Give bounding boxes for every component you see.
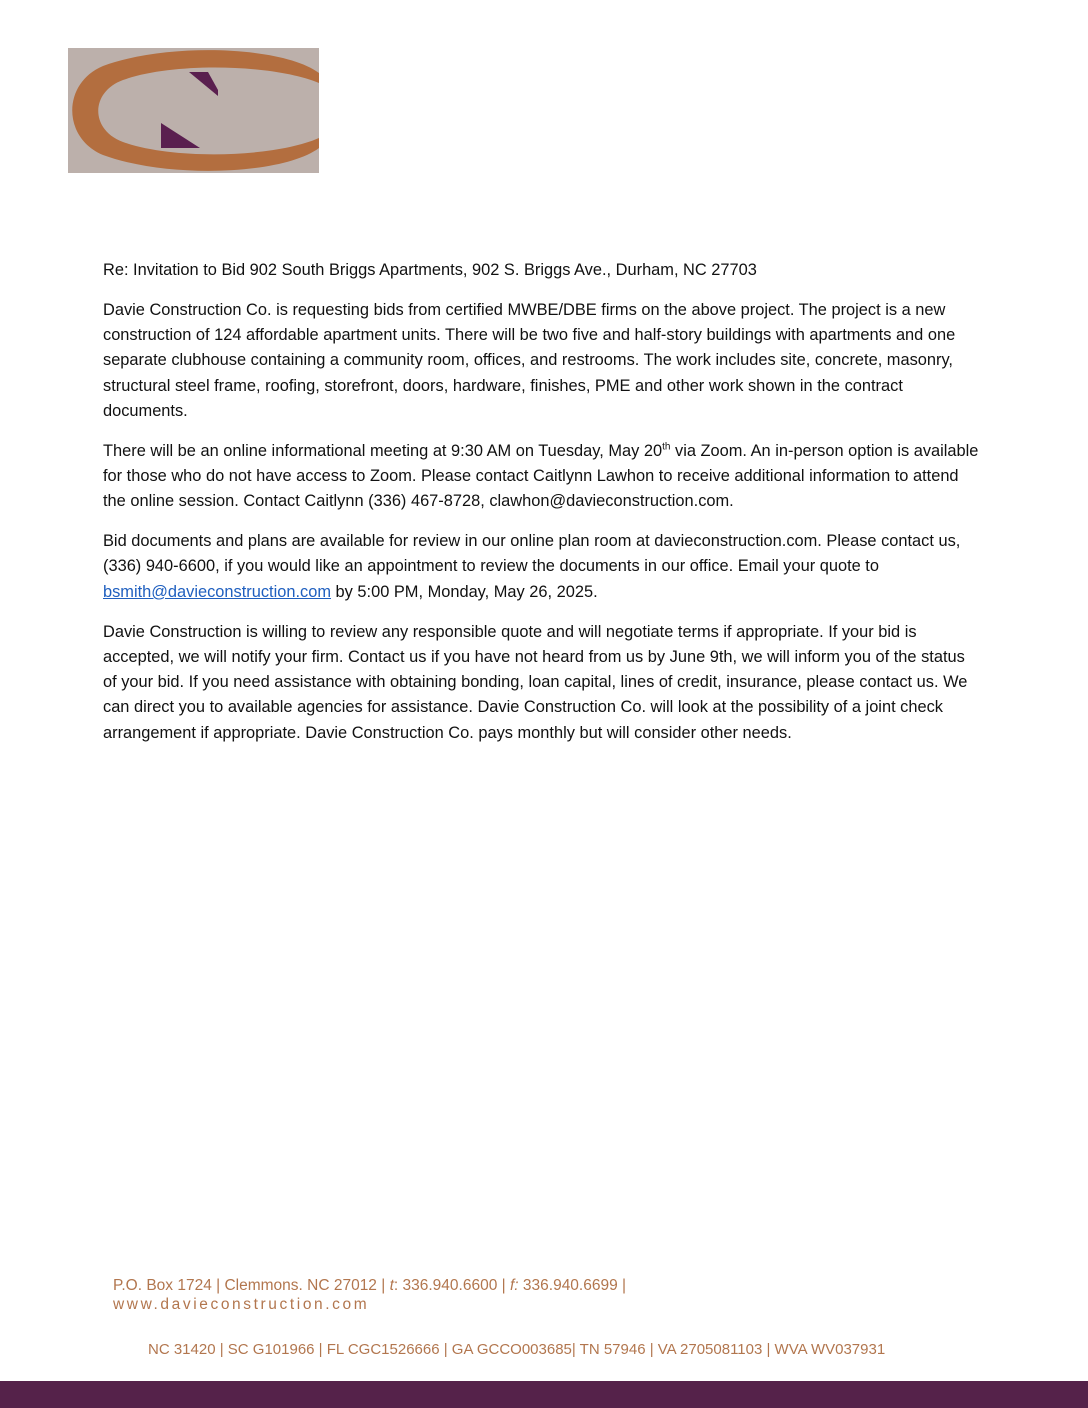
meeting-text-end: via Zoom. An in-person option is available for those who do not have access to Zoom. Please contact Caitlynn Lawhon to receive additional information to attend the online session. Contact Caitlynn (336) 467-8728, clawhon@davieconstruction.com. bbox=[103, 441, 979, 511]
subject-line: Re: Invitation to Bid 902 South Briggs Apartments, 902 S. Briggs Ave., Durham, NC 27703 bbox=[103, 261, 757, 279]
bid-documents-text-start: Bid documents and plans are available for review in our online plan room at davieconstruction.com. Please contact us, (336) 940-6600, if you would like an appointment to review the documents in our office. Email your quote to bbox=[103, 532, 961, 576]
letter-body bbox=[103, 258, 983, 761]
fax-label: f: bbox=[509, 1277, 519, 1294]
footer-address-line bbox=[113, 1276, 813, 1295]
footer-address: P.O. Box 1724 | Clemmons. NC 27012 | bbox=[113, 1277, 390, 1294]
paragraph-review-terms: Davie Construction is willing to review any responsible quote and will negotiate terms if appropriate. If your bid is accepted, we will notify your firm. Contact us if you have not heard from us by June 9th, we will inform you of the status of your bid. If you need assistance with obtaining bonding, loan capital, lines of credit, insurance, please contact us. We can direct you to available agencies for assistance. Davie Construction Co. will look at the possibility of a joint check arrangement if appropriate. Davie Construction Co. pays monthly but will consider other needs. bbox=[103, 622, 968, 742]
email-link[interactable]: bsmith@davieconstruction.com bbox=[103, 582, 331, 601]
fax-number: 336.940.6699 | bbox=[518, 1277, 627, 1294]
footer-address-block bbox=[113, 1276, 813, 1314]
meeting-text-start: There will be an online informational meeting at 9:30 AM on Tuesday, May 20 bbox=[103, 441, 663, 460]
paragraph-project-description: Davie Construction Co. is requesting bids from certified MWBE/DBE firms on the above project. The project is a new construction of 124 affordable apartment units. There will be two five and half-story buildings with apartments and one separate clubhouse containing a community room, offices, and restrooms. The work includes site, concrete, masonry, structural steel frame, roofing, storefront, doors, hardware, finishes, PME and other work shown in the contract documents. bbox=[103, 300, 956, 420]
footer-color-band bbox=[0, 1381, 1088, 1408]
phone-number: : 336.940.6600 | bbox=[393, 1277, 510, 1294]
company-logo-icon bbox=[68, 48, 319, 173]
paragraph-meeting bbox=[103, 439, 983, 515]
phone-label: t bbox=[389, 1277, 394, 1294]
footer-licenses: NC 31420 | SC G101966 | FL CGC1526666 | GA GCCO003685| TN 57946 | VA 2705081103 | WVA WV037931 bbox=[148, 1341, 886, 1358]
footer-website: www.davieconstruction.com bbox=[113, 1296, 370, 1313]
bid-documents-text-end: by 5:00 PM, Monday, May 26, 2025. bbox=[331, 582, 598, 601]
ordinal-suffix: th bbox=[662, 441, 671, 453]
paragraph-bid-documents bbox=[103, 529, 983, 605]
